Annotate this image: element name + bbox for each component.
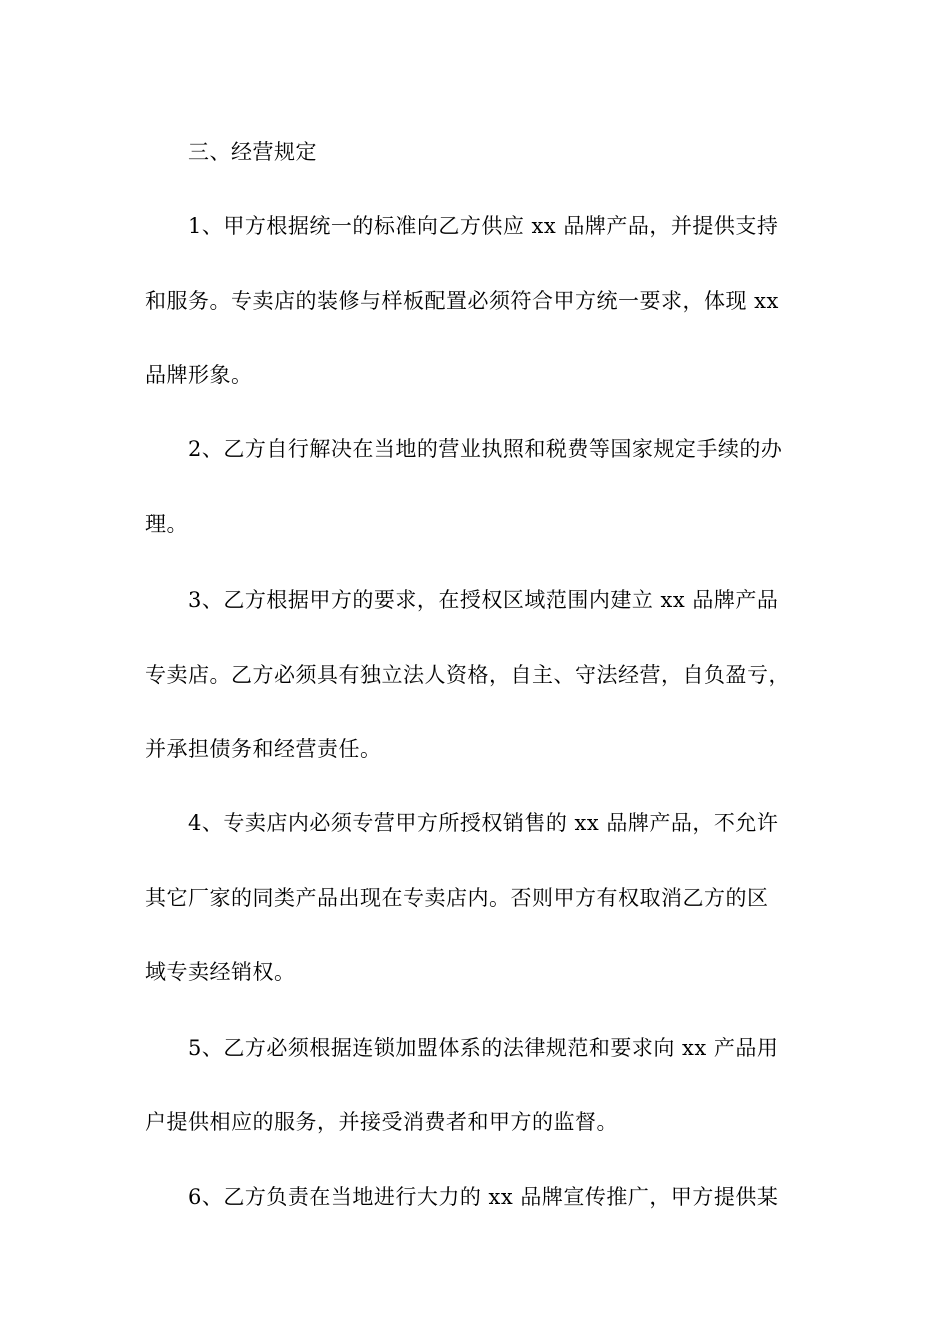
text-line: 和服务。专卖店的装修与样板配置必须符合甲方统一要求，体现 xx	[145, 289, 779, 313]
text-line: 并承担债务和经营责任。	[145, 737, 382, 761]
text-line: 理。	[145, 512, 188, 536]
text-line: 户提供相应的服务，并接受消费者和甲方的监督。	[145, 1110, 618, 1134]
text-line: 5、乙方必须根据连锁加盟体系的法律规范和要求向 xx 产品用	[188, 1036, 779, 1060]
text-line: 2、乙方自行解决在当地的营业执照和税费等国家规定手续的办	[188, 437, 783, 461]
text-line: 3、乙方根据甲方的要求，在授权区域范围内建立 xx 品牌产品	[188, 588, 779, 612]
text-line: 4、专卖店内必须专营甲方所授权销售的 xx 品牌产品，不允许	[188, 811, 779, 835]
text-line: 1、甲方根据统一的标准向乙方供应 xx 品牌产品，并提供支持	[188, 214, 779, 238]
text-line: 专卖店。乙方必须具有独立法人资格，自主、守法经营，自负盈亏，	[145, 663, 790, 687]
text-line: 域专卖经销权。	[145, 960, 296, 984]
section-heading: 三、经营规定	[188, 140, 317, 164]
text-line: 其它厂家的同类产品出现在专卖店内。否则甲方有权取消乙方的区	[145, 886, 769, 910]
text-line: 6、乙方负责在当地进行大力的 xx 品牌宣传推广，甲方提供某	[188, 1185, 779, 1209]
text-line: 品牌形象。	[145, 363, 253, 387]
